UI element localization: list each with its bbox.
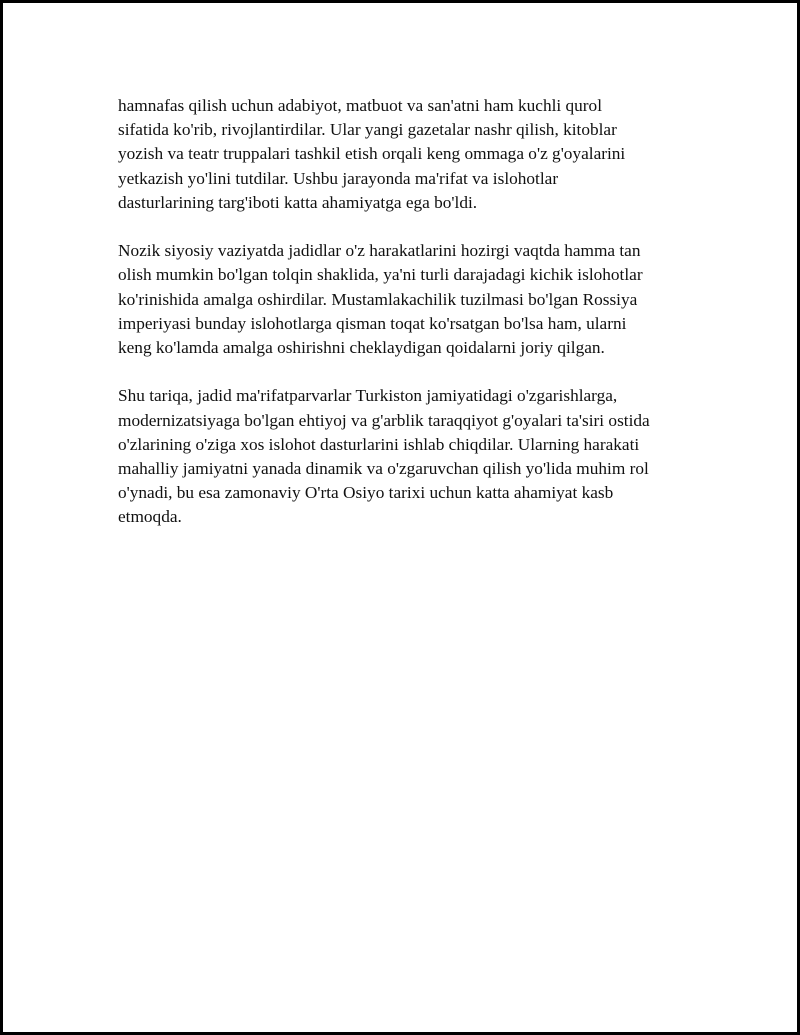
text-line: etmoqda. [118, 507, 182, 527]
text-line: sifatida ko'rib, rivojlantirdilar. Ular yangi gazetalar nashr qilish, kitoblar [118, 120, 617, 140]
text-line: Nozik siyosiy vaziyatda jadidlar o'z harakatlarini hozirgi vaqtda hamma tan [118, 241, 641, 261]
text-line: dasturlarining targ'iboti katta ahamiyatga ega bo'ldi. [118, 192, 478, 212]
document-body [118, 94, 708, 554]
text-line: yozish va teatr truppalari tashkil etish orqali keng ommaga o'z g'oyalarini [118, 144, 626, 164]
text-line: yetkazish yo'lini tutdilar. Ushbu jarayonda ma'rifat va islohotlar [118, 168, 559, 188]
paragraph-1 [118, 94, 708, 215]
text-line: o'zlarining o'ziga xos islohot dasturlarini ishlab chiqdilar. Ularning harakati [118, 434, 640, 454]
text-line: o'ynadi, bu esa zamonaviy O'rta Osiyo tarixi uchun katta ahamiyat kasb [118, 483, 614, 503]
text-line: hamnafas qilish uchun adabiyot, matbuot va san'atni ham kuchli qurol [118, 96, 603, 115]
text-line: keng ko'lamda amalga oshirishni cheklaydigan qoidalarni joriy qilgan. [118, 338, 605, 358]
text-line: Shu tariqa, jadid ma'rifatparvarlar Turkiston jamiyatidagi o'zgarishlarga, [118, 386, 618, 406]
text-line: modernizatsiyaga bo'lgan ehtiyoj va g'arblik taraqqiyot g'oyalari ta'siri ostida [118, 410, 650, 430]
text-line: imperiyasi bunday islohotlarga qisman toqat ko'rsatgan bo'lsa ham, ularni [118, 313, 627, 333]
text-line: olish mumkin bo'lgan tolqin shaklida, ya'ni turli darajadagi kichik islohotlar [118, 265, 643, 285]
text-line: ko'rinishida amalga oshirdilar. Mustamlakachilik tuzilmasi bo'lgan Rossiya [118, 289, 638, 309]
text-line: mahalliy jamiyatni yanada dinamik va o'zgaruvchan qilish yo'lida muhim rol [118, 459, 649, 479]
paragraph-2 [118, 239, 708, 360]
paragraph-3 [118, 384, 708, 529]
